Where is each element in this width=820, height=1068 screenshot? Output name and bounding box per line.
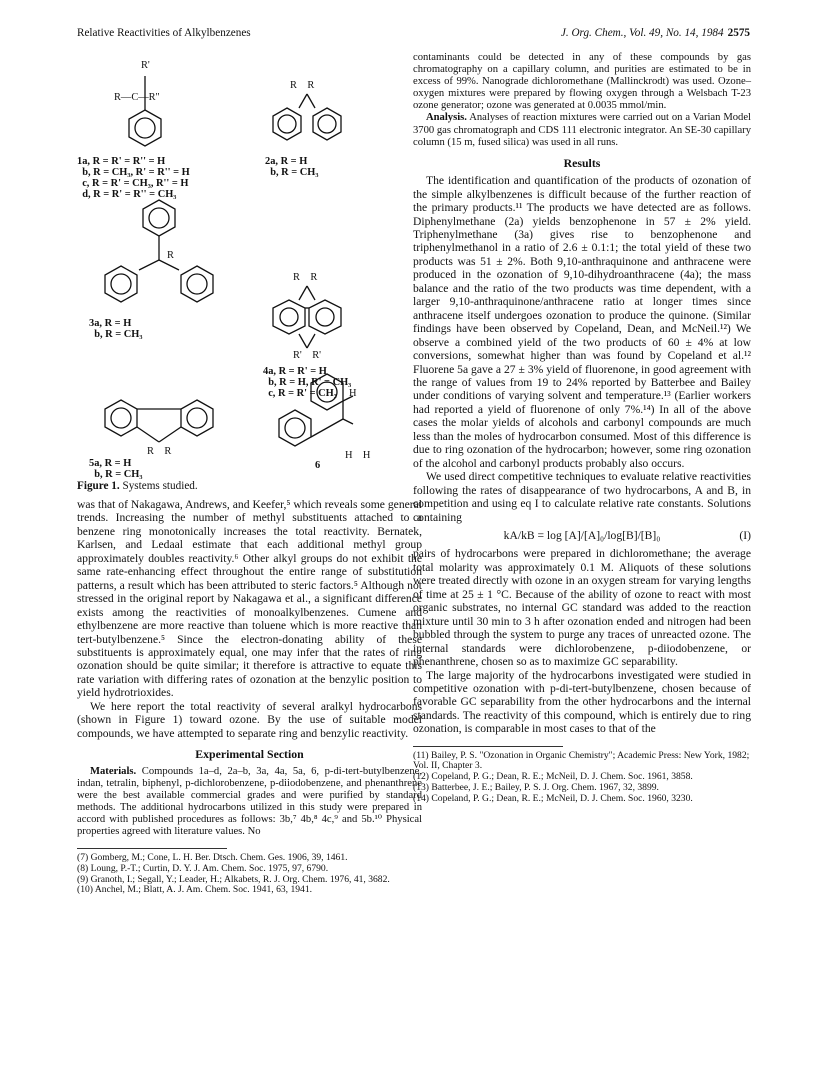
label-2-r: R R <box>290 80 315 91</box>
compound-3-legend: 3a, R = H b, R = CH₃ <box>89 318 143 340</box>
left-paragraph-2: We here report the total reactivity of several aralkyl hydrocarbons (shown in Figure 1) toward ozone. By the use of suitable model compounds, we have attempted to separate ring and benzylic reactivity. <box>77 699 422 740</box>
structure-4 <box>273 286 341 348</box>
results-paragraph-3: pairs of hydrocarbons were prepared in dichloromethane; the average total molarity was approximately 0.1 M. Aliquots of these solutions were treated directly with ozone in an oxygen stream for varying lengths of time at 25 ± 1 °C. Because of the ability of ozone to react with most organic substrates, no internal GC standard was added to the reaction mixture until 30 min to 3 h after ozonation ended and nitrogen had been bubbled through the system to purge any traces of unreacted ozone. The internal standards were dichlorobenzene, p-diiodobenzene, or phenanthrene, chosen so as to maximize GC separability. <box>413 547 751 669</box>
compound-6-legend: 6 <box>315 460 321 471</box>
footnote-13: (13) Batterbee, J. E.; Bailey, P. S. J. Org. Chem. 1967, 32, 3899. <box>413 781 659 793</box>
header-title: Relative Reactivities of Alkylbenzenes <box>77 27 251 39</box>
footnote-11: (11) Bailey, P. S. "Ozonation in Organic Chemistry"; Academic Press: New York, 1982; Vol. II, Chapter 3. <box>413 749 750 772</box>
structure-2 <box>273 94 341 140</box>
footnote-7: (7) Gomberg, M.; Cone, L. H. Ber. Dtsch. Chem. Ges. 1906, 39, 1461. <box>77 852 348 864</box>
compound-5-legend: 5a, R = H b, R = CH₃ <box>89 458 143 480</box>
results-paragraph-4: The large majority of the hydrocarbons investigated were studied in competitive ozonation with p-di-tert-butylbenzene, chosen because of favorable GC separability from the other hydrocarbons and the internal standards. The reactivity of this compound, which is entirely due to ring ozonation, is comparable in most cases to that of the <box>413 668 751 736</box>
equation-text: kA/kB = log [A]/[A]₀/log[B]/[B]₀ <box>503 528 661 542</box>
compound-1-legend: 1a, R = R' = R'' = H b, R = CH₃, R' = R'' = H c, R = R' = CH₃, R'' = H d, R = R' = R'' = CH₃ <box>77 156 190 200</box>
section-results: Results <box>563 155 601 170</box>
section-experimental: Experimental Section <box>195 747 304 762</box>
label-substituents: R—C—R'' <box>114 92 160 103</box>
compound-4-legend: 4a, R = R' = H b, R = H, R' = CH₃ c, R = R' = CH₃ <box>263 366 352 399</box>
structure-3 <box>105 200 213 302</box>
materials-text: Compounds 1a–d, 2a–b, 3a, 4a, 5a, 6, p-di-tert-butylbenzene, indan, tetralin, biphenyl, p-dichlorobenzene, p-diiodobenzene, and phenanthrene were the best available commercial grades and were purified by standard methods. The additional hydrocarbons utilized in this study were prepared in accord with published procedures as follows: 3b,⁷ 4b,⁸ 4c,⁹ and 5b.¹⁰ Physical properties agreed with literature values. No <box>77 765 422 838</box>
right-column <box>413 52 751 804</box>
footnote-9: (9) Granoth, I.; Segall, Y.; Leader, H.; Alkabets, R. J. Org. Chem. 1976, 41, 3682. <box>77 873 390 885</box>
analysis-text: Analyses of reaction mixtures were carried out on a Varian Model 3700 gas chromatograph and CDS 111 electronic integrator. An SE-30 capillary column (15 m, fused silica) was used in all runs. <box>413 112 751 148</box>
label-5-r: R R <box>147 446 172 457</box>
caption-text: Systems studied. <box>122 480 198 492</box>
results-paragraph-2: We used direct competitive techniques to evaluate relative reactivities following the rates of disappearance of two hydrocarbons, A and B, in competition and using eq I to calculate relative rate constants. Solutions containing <box>413 470 751 524</box>
label-r-prime: R' <box>141 60 150 71</box>
header-citation <box>561 27 750 39</box>
structure-5 <box>105 400 213 442</box>
footnote-8: (8) Loung, P.-T.; Curtin, D. Y. J. Am. Chem. Soc. 1975, 97, 6790. <box>77 862 329 874</box>
materials-heading: Materials. <box>90 765 137 777</box>
footnote-rule-left <box>77 848 227 849</box>
right-paragraph-1: contaminants could be detected in any of these compounds by gas chromatography on a capillary column, and purities are estimated to be in excess of 99%. Nanograde dichloromethane (Mallinckrodt) was used. Ozone–oxygen mixtures were prepared by flowing oxygen through a Welsbach T-23 ozone generator; ozone was generated at 0.0035 mmol/min. <box>413 52 751 112</box>
footnote-10: (10) Anchel, M.; Blatt, A. J. Am. Chem. Soc. 1941, 63, 1941. <box>77 884 313 896</box>
caption-label: Figure 1. <box>77 480 120 492</box>
label-6-h: H H <box>345 450 371 461</box>
left-column <box>77 52 422 896</box>
footnote-rule-right <box>413 746 563 747</box>
label-3-r: R <box>167 250 174 261</box>
footnote-12: (12) Copeland, P. G.; Dean, R. E.; McNeil, D. J. Chem. Soc. 1961, 3858. <box>413 771 693 783</box>
equation-1 <box>413 529 751 542</box>
materials-paragraph <box>77 766 422 839</box>
label-4-r-prime: R' R' <box>293 350 321 361</box>
label-4-r: R R <box>293 272 318 283</box>
footnote-14: (14) Copeland, P. G.; Dean, R. E.; McNeil, D. J. Chem. Soc. 1960, 3230. <box>413 792 693 804</box>
page-number: 2575 <box>727 27 750 39</box>
label-6-h-upper: H <box>349 388 357 399</box>
equation-number: (I) <box>739 528 751 542</box>
chemical-structures <box>77 52 422 477</box>
compound-2-legend: 2a, R = H b, R = CH₃ <box>265 156 319 178</box>
analysis-paragraph <box>413 112 751 148</box>
analysis-heading: Analysis. <box>426 112 467 124</box>
results-paragraph-1: The identification and quantification of the products of ozonation of the simple alkylbenzenes is difficult because of the further reaction of the primary products.¹¹ The products we have detected are as follows. Diphenylmethane (2a) yields benzophenone in 57 ± 2% yield. Triphenylmethane (3a) gives rise to benzophenone and triphenylmethanol in a ratio of 2.6 ± 0.1:1; the total yield of these two products was 51 ± 2%. Both 9,10-anthraquinone and anthracene were produced in the ozonation of 9,10-dihydroanthracene (4a); the mass balance and the ratio of the two products was time dependent, with a larger 9,10-anthraquinone/anthracene ratio at longer times since anthracene itself undergoes ozonation to produce the quinone. (Similar findings have been observed by Copeland, Dean, and McNeil.¹²) We observe a combined yield of the two products of 60 ± 4% at low conversions, somewhat higher than was found by Copeland et al.¹² Fluorene 5a gave a 27 ± 3% yield of fluorenone, in good agreement with the range of values from 19 to 24% reported by Batterbee and Bailey under conditions of varying solvent and temperature.¹³ (Earlier workers had reported a yield of fluorenone of only 7%.¹⁴) In all of the above cases the molar yields of alcohols and carbonyl compounds are much less than the moles of hydrocarbon consumed. Most of this difference is due to ring ozonation of the hydrocarbon; however, some ring ozonation of the alcohol and carbonyl products probably also occurs. <box>413 174 751 470</box>
running-header <box>77 27 750 43</box>
left-paragraph-1: was that of Nakagawa, Andrews, and Keefer,⁵ which reveals some general trends. Increasing the number of methyl substituents attached to a benzene ring monotonically increases the total reactivity. Bernatek, Karlsen, and Ledaal estimate that each additional methyl group approximately doubles reactivity.⁶ Other alkyl groups do not exhibit the same rate-enhancing effect throughout the entire range of substitution patterns, a result which has been attributed to steric factors.⁵ Although not stressed in the original report by Nakagawa et al., a significant difference exists among the reactivities of monoalkylbenzenes. Cumene and ethylbenzene are more reactive than toluene which is more reactive than tert-butylbenzene.⁵ Since the electron-donating ability of these substituents is approximately equal, one may infer that the rates of ring ozonation should be quite similar; it therefore is attractive to equate this rate variation with differing rates of ozonation at the benzylic position to yield hydrotrioxides. <box>77 498 422 700</box>
figure-caption <box>77 480 198 493</box>
header-journal: J. Org. Chem., Vol. 49, No. 14, 1984 <box>560 27 724 39</box>
structure-1 <box>129 76 161 146</box>
figure-1 <box>77 52 422 492</box>
